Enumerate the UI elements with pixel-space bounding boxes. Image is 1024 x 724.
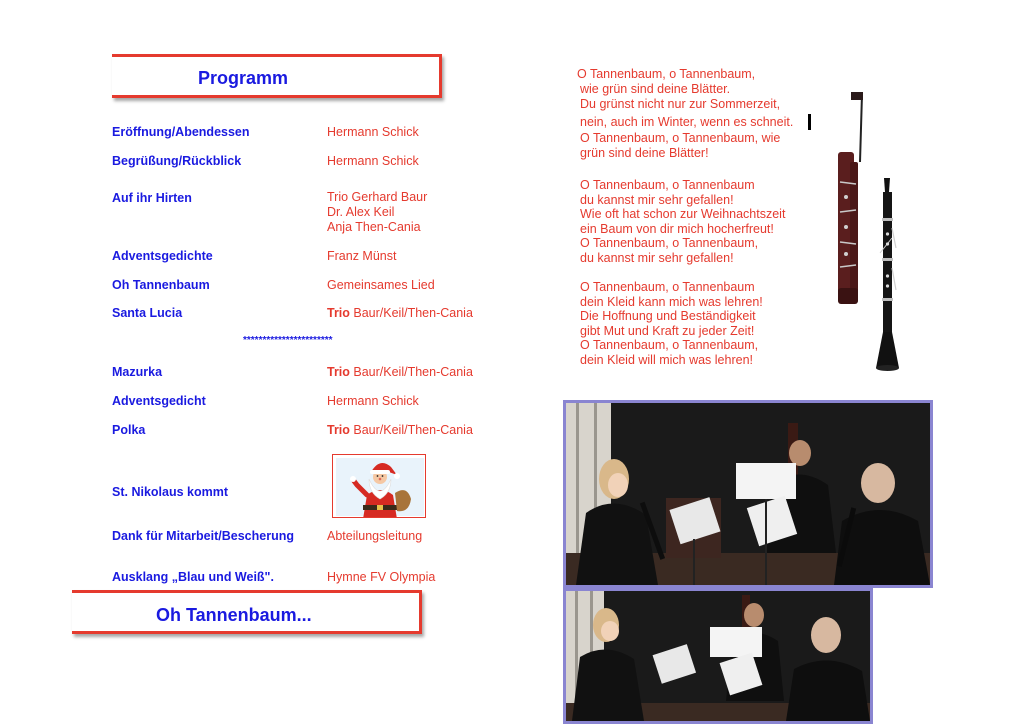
poem-line: O Tannenbaum, o Tannenbaum,	[580, 338, 759, 352]
program-value-eroeffnung: Hermann Schick	[327, 125, 419, 139]
santa-claus-image	[332, 454, 426, 518]
programm-header-box	[112, 54, 442, 98]
program-label-mazurka: Mazurka	[112, 365, 163, 379]
program-label-adventsgedicht: Adventsgedicht	[112, 394, 206, 408]
trio-bold: Trio	[327, 365, 350, 379]
program-value-mazurka	[327, 365, 473, 380]
program-value-begruessung: Hermann Schick	[327, 154, 419, 168]
poem-line: Die Hoffnung und Beständigkeit	[580, 309, 756, 323]
poem-line: du kannst mir sehr gefallen!	[580, 193, 734, 207]
poem-line: dein Kleid kann mich was lehren!	[580, 295, 763, 309]
poem-line: dein Kleid will mich was lehren!	[580, 353, 753, 367]
program-label-ausklang: Ausklang „Blau und Weiß".	[112, 570, 274, 584]
trio-members: Baur/Keil/Then-Cania	[349, 306, 473, 320]
program-value-oh-tannenbaum: Gemeinsames Lied	[327, 278, 435, 292]
poem-line: O Tannenbaum, o Tannenbaum	[580, 178, 755, 192]
poem-line: nein, auch im Winter, wenn es schneit.	[580, 115, 794, 129]
trio-photo-2	[563, 588, 873, 724]
poem-line: wie grün sind deine Blätter.	[580, 82, 731, 96]
poem-line: O Tannenbaum, o Tannenbaum,	[577, 67, 756, 81]
oh-tannenbaum-title: Oh Tannenbaum...	[156, 605, 312, 625]
poem-line: O Tannenbaum, o Tannenbaum	[580, 280, 755, 294]
program-label-oh-tannenbaum: Oh Tannenbaum	[112, 278, 210, 292]
poem-line: O Tannenbaum, o Tannenbaum, wie	[580, 131, 781, 145]
poem-line: Wie oft hat schon zur Weihnachtszeit	[580, 207, 786, 221]
program-label-eroeffnung: Eröffnung/Abendessen	[112, 125, 250, 139]
program-label-nikolaus: St. Nikolaus kommt	[112, 485, 228, 499]
trio-members: Baur/Keil/Then-Cania	[349, 365, 473, 379]
program-value-santa-lucia	[327, 306, 473, 321]
bassoon-image	[826, 92, 876, 310]
oh-tannenbaum-box	[72, 590, 422, 634]
program-value-auf-ihr-hirten-2: Dr. Alex Keil	[327, 205, 395, 219]
separator-stars: ***********************	[243, 335, 333, 346]
program-value-adventsgedichte: Franz Münst	[327, 249, 397, 263]
trio-photo-1	[563, 400, 933, 588]
text-cursor	[808, 114, 811, 130]
poem-line: Du grünst nicht nur zur Sommerzeit,	[580, 97, 781, 111]
program-label-santa-lucia: Santa Lucia	[112, 306, 183, 320]
trio-bold: Trio	[327, 306, 350, 320]
program-label-auf-ihr-hirten: Auf ihr Hirten	[112, 191, 192, 205]
program-value-ausklang: Hymne FV Olympia	[327, 570, 436, 584]
program-label-dank: Dank für Mitarbeit/Bescherung	[112, 529, 294, 543]
poem-line: du kannst mir sehr gefallen!	[580, 251, 734, 265]
program-value-polka	[327, 423, 473, 438]
program-label-begruessung: Begrüßung/Rückblick	[112, 154, 242, 168]
clarinet-image	[872, 178, 902, 372]
program-value-auf-ihr-hirten-3: Anja Then-Cania	[327, 220, 421, 234]
trio-members: Baur/Keil/Then-Cania	[349, 423, 473, 437]
program-value-dank: Abteilungsleitung	[327, 529, 423, 543]
program-value-adventsgedicht: Hermann Schick	[327, 394, 419, 408]
poem-line: O Tannenbaum, o Tannenbaum,	[580, 236, 759, 250]
program-label-adventsgedichte: Adventsgedichte	[112, 249, 213, 263]
program-value-auf-ihr-hirten-1: Trio Gerhard Baur	[327, 190, 428, 204]
poem-line: gibt Mut und Kraft zu jeder Zeit!	[580, 324, 755, 338]
program-label-polka: Polka	[112, 423, 146, 437]
programm-title: Programm	[198, 68, 289, 88]
poem-line: ein Baum von dir mich hocherfreut!	[580, 222, 774, 236]
poem-line: grün sind deine Blätter!	[580, 146, 709, 160]
trio-bold: Trio	[327, 423, 350, 437]
